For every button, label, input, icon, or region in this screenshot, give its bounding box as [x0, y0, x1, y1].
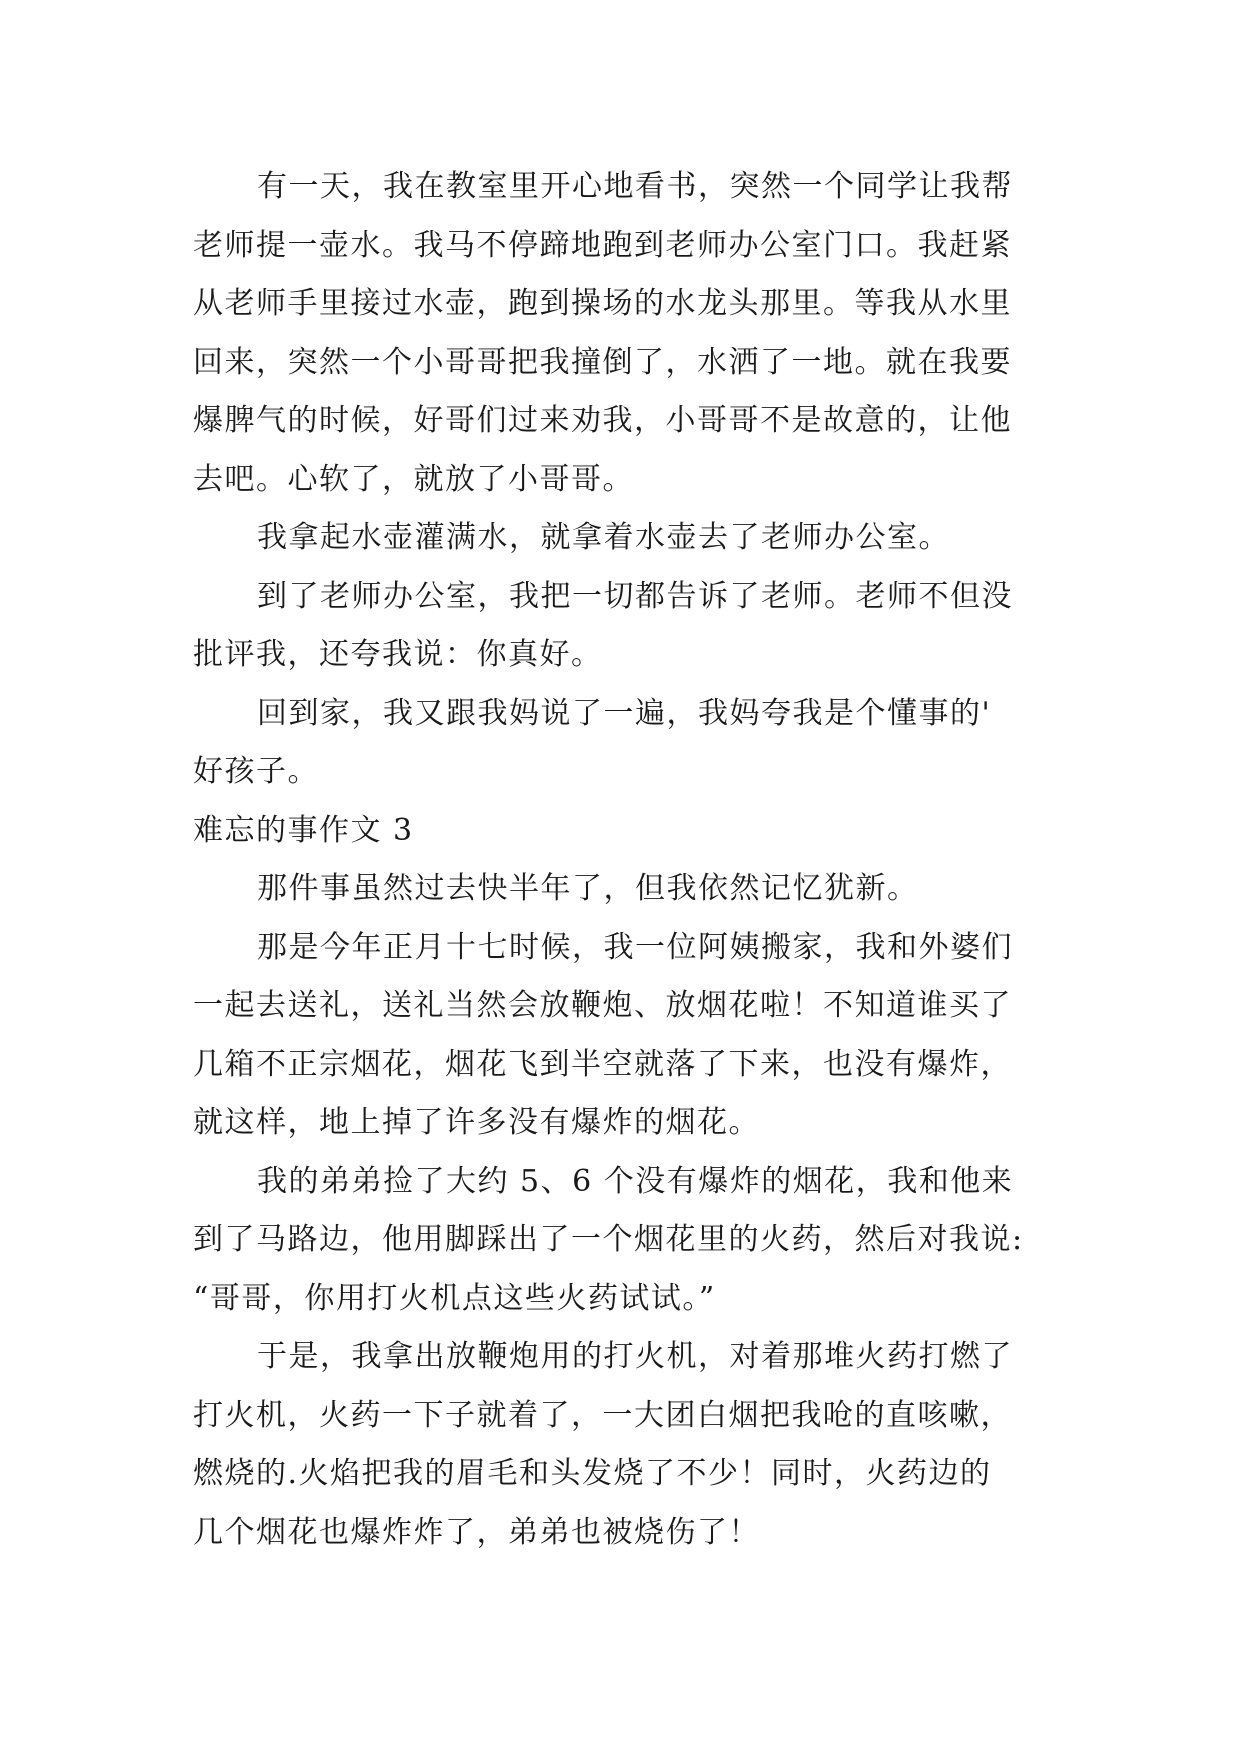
text-line-14: 那是今年正月十七时候，我一位阿姨搬家，我和外婆们 — [257, 929, 1013, 965]
text-line-3: 从老师手里接过水壶，跑到操场的水龙头那里。等我从水里 — [193, 286, 1012, 321]
text-line-4: 回来，突然一个小哥哥把我撞倒了，水洒了一地。就在我要 — [193, 344, 1012, 380]
text-line-18: 我的弟弟捡了大约 5、6 个没有爆炸的烟花，我和他来 — [257, 1163, 1014, 1199]
text-line-10: 回到家，我又跟我妈说了一遍，我妈夸我是个懂事的' — [257, 695, 992, 731]
text-line-8: 到了老师办公室，我把一切都告诉了老师。老师不但没 — [257, 578, 1013, 614]
text-line-11: 好孩子。 — [193, 754, 319, 789]
text-line-22: 打火机，火药一下子就着了，一大团白烟把我呛的直咳嗽， — [193, 1397, 1012, 1433]
text-line-1: 有一天，我在教室里开心地看书，突然一个同学让我帮 — [257, 169, 1013, 204]
text-line-7: 我拿起水壶灌满水，就拿着水壶去了老师办公室。 — [257, 520, 950, 555]
text-line-2: 老师提一壶水。我马不停蹄地跑到老师办公室门口。我赶紧 — [193, 227, 1012, 263]
text-line-13: 那件事虽然过去快半年了，但我依然记忆犹新。 — [257, 871, 919, 906]
text-line-16: 几箱不正宗烟花，烟花飞到半空就落了下来，也没有爆炸， — [193, 1046, 1012, 1082]
text-line-20: “哥哥，你用打火机点这些火药试试。” — [193, 1280, 716, 1316]
text-line-23: 燃烧的.火焰把我的眉毛和头发烧了不少！同时，火药边的 — [193, 1456, 992, 1491]
text-line-24: 几个烟花也爆炸炸了，弟弟也被烧伤了！ — [193, 1514, 760, 1550]
section-heading: 难忘的事作文 3 — [193, 812, 414, 848]
text-line-9: 批评我，还夸我说：你真好。 — [193, 637, 603, 672]
text-line-15: 一起去送礼，送礼当然会放鞭炮、放烟花啦！不知道谁买了 — [193, 988, 1012, 1023]
text-line-6: 去吧。心软了，就放了小哥哥。 — [193, 461, 634, 497]
text-line-19: 到了马路边，他用脚踩出了一个烟花里的火药，然后对我说: — [193, 1222, 1024, 1257]
text-line-17: 就这样，地上掉了许多没有爆炸的烟花。 — [193, 1105, 760, 1140]
text-line-21: 于是，我拿出放鞭炮用的打火机，对着那堆火药打燃了 — [257, 1339, 1013, 1374]
text-line-5: 爆脾气的时候，好哥们过来劝我，小哥哥不是故意的，让他 — [193, 403, 1012, 438]
document-body — [193, 158, 1078, 1562]
